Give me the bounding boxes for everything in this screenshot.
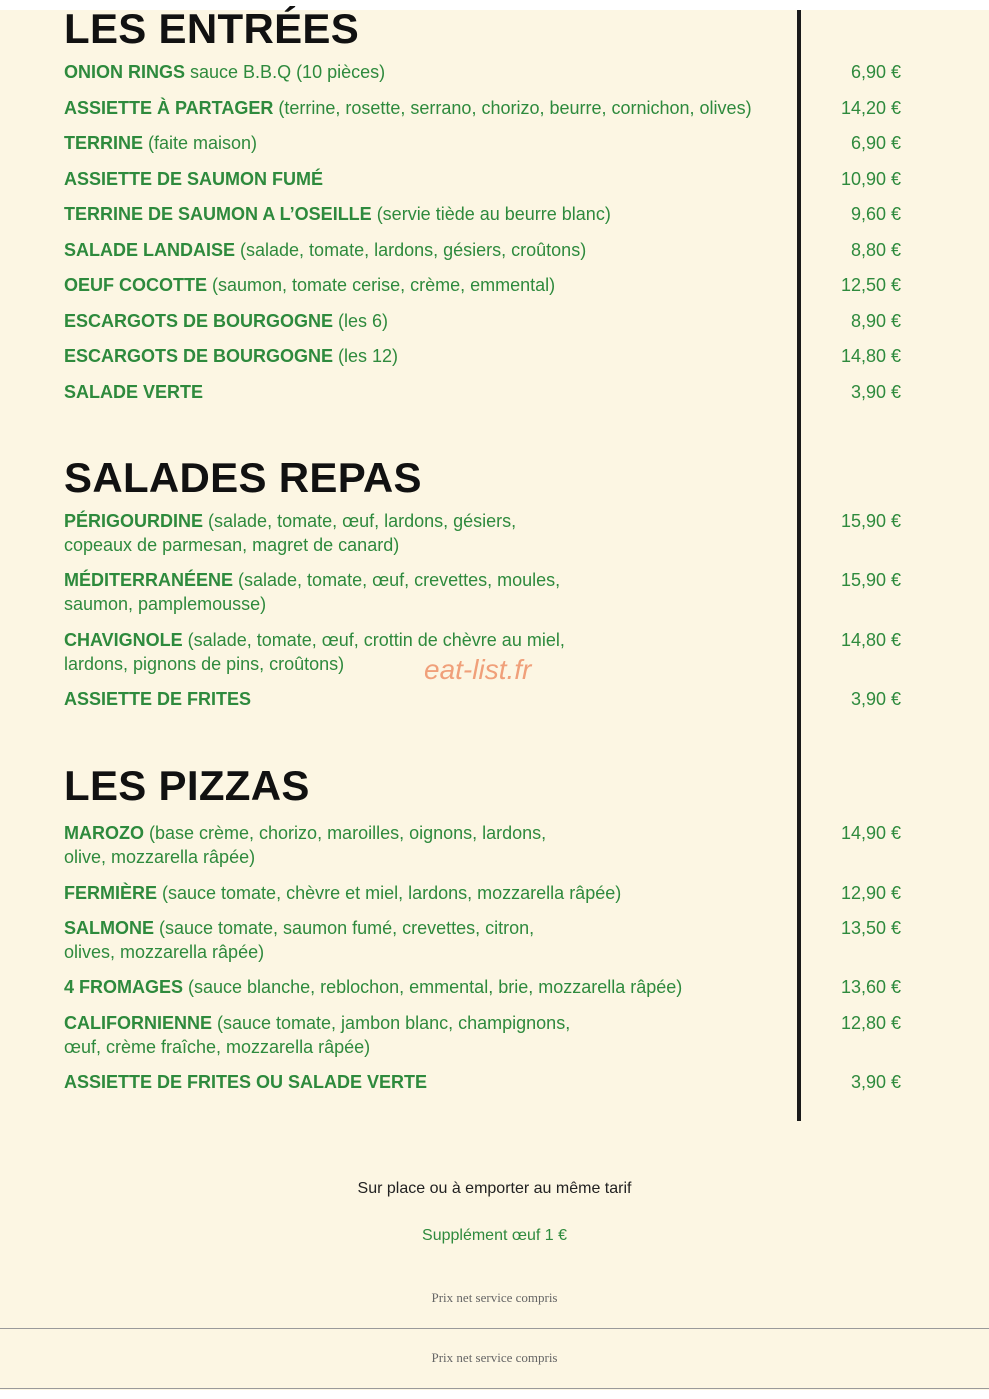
item-price: 8,80 € (850, 240, 901, 260)
menu-item (64, 96, 804, 120)
item-price: 6,90 € (850, 62, 901, 82)
item-name: ASSIETTE DE SAUMON FUMÉ (64, 169, 324, 189)
menu-page (0, 5, 989, 1390)
item-desc: (salade, tomate, œuf, crevettes, moules, (233, 570, 561, 590)
menu-item (64, 60, 804, 84)
item-desc: (servie tiède au beurre blanc) (371, 204, 611, 224)
menu-item (64, 687, 804, 711)
item-price: 12,50 € (840, 275, 901, 295)
service-note-repeat: Prix net service compris (431, 1350, 558, 1365)
menu-item (64, 238, 804, 262)
menu-item (64, 167, 804, 191)
menu-item (64, 131, 804, 155)
item-desc: (salade, tomate, œuf, lardons, gésiers, (203, 511, 517, 531)
takeaway-note: Sur place ou à emporter au même tarif (357, 1180, 632, 1197)
item-name: TERRINE DE SAUMON A L’OSEILLE (64, 204, 372, 224)
item-name: SALADE VERTE (64, 382, 204, 402)
menu-item (64, 309, 804, 333)
item-name: ESCARGOTS DE BOURGOGNE (64, 311, 334, 331)
item-price: 3,90 € (850, 1072, 901, 1092)
item-desc: (saumon, tomate cerise, crème, emmental) (207, 275, 556, 295)
item-name: MAROZO (64, 823, 144, 843)
item-price: 12,90 € (840, 883, 901, 903)
item-desc: (sauce tomate, saumon fumé, crevettes, citron, (154, 918, 535, 938)
item-name: PÉRIGOURDINE (64, 511, 204, 531)
item-price: 13,60 € (840, 977, 901, 997)
item-desc: (terrine, rosette, serrano, chorizo, beurre, cornichon, olives) (273, 98, 752, 118)
item-price: 15,90 € (840, 570, 901, 590)
menu-item (64, 273, 804, 297)
item-desc: sauce B.B.Q (10 pièces) (185, 62, 386, 82)
menu-item (64, 202, 804, 226)
item-price: 12,80 € (840, 1013, 901, 1033)
item-name: FERMIÈRE (64, 883, 158, 903)
item-name: OEUF COCOTTE (64, 275, 207, 295)
item-desc-line2: saumon, pamplemousse) (64, 594, 267, 614)
menu-item (64, 344, 804, 368)
menu-item (64, 509, 804, 557)
item-desc: (sauce tomate, jambon blanc, champignons, (212, 1013, 571, 1033)
menu-item (64, 1070, 804, 1094)
section-title-entrees: LES ENTRÉES (64, 5, 360, 52)
section-title-salades: SALADES REPAS (64, 454, 422, 501)
item-desc: (salade, tomate, œuf, crottin de chèvre au miel, (182, 630, 565, 650)
menu-item (64, 568, 804, 616)
item-price: 14,80 € (840, 630, 901, 650)
item-desc: (base crème, chorizo, maroilles, oignons, lardons, (144, 823, 547, 843)
item-price: 13,50 € (840, 918, 901, 938)
item-price: 3,90 € (850, 382, 901, 402)
item-desc: (les 12) (333, 346, 399, 366)
item-price: 3,90 € (850, 689, 901, 709)
item-name: ASSIETTE DE FRITES OU SALADE VERTE (64, 1072, 428, 1092)
item-price: 9,60 € (850, 204, 901, 224)
item-desc: (sauce blanche, reblochon, emmental, brie, mozzarella râpée) (183, 977, 683, 997)
item-price: 14,20 € (840, 98, 901, 118)
item-name: CHAVIGNOLE (64, 630, 183, 650)
item-desc-line2: œuf, crème fraîche, mozzarella râpée) (64, 1037, 371, 1057)
item-price: 14,90 € (840, 823, 901, 843)
item-price: 6,90 € (850, 133, 901, 153)
item-desc: (faite maison) (143, 133, 258, 153)
menu-item (64, 916, 804, 964)
item-name: CALIFORNIENNE (64, 1013, 212, 1033)
item-desc-line2: olives, mozzarella râpée) (64, 942, 265, 962)
item-name: ONION RINGS (64, 62, 186, 82)
item-price: 15,90 € (840, 511, 901, 531)
item-price: 8,90 € (850, 311, 901, 331)
item-desc: (les 6) (333, 311, 389, 331)
menu-item (64, 975, 804, 999)
item-desc: (salade, tomate, lardons, gésiers, croûtons) (235, 240, 587, 260)
bottom-divider (0, 1388, 989, 1389)
horizontal-divider (0, 1328, 989, 1329)
item-price: 10,90 € (840, 169, 901, 189)
menu-item (64, 1011, 804, 1059)
item-desc-line2: olive, mozzarella râpée) (64, 847, 256, 867)
menu-item (64, 380, 804, 404)
item-name: SALMONE (64, 918, 154, 938)
item-desc-line2: lardons, pignons de pins, croûtons) (64, 654, 345, 674)
item-name: ASSIETTE À PARTAGER (64, 98, 274, 118)
section-title-pizzas: LES PIZZAS (64, 762, 310, 809)
item-desc-line2: copeaux de parmesan, magret de canard) (64, 535, 400, 555)
supplement-note: Supplément œuf 1 € (422, 1227, 567, 1244)
item-name: SALADE LANDAISE (64, 240, 236, 260)
item-name: 4 FROMAGES (64, 977, 184, 997)
item-name: MÉDITERRANÉENE (64, 570, 234, 590)
service-note: Prix net service compris (431, 1290, 558, 1305)
item-name: ESCARGOTS DE BOURGOGNE (64, 346, 334, 366)
item-price: 14,80 € (840, 346, 901, 366)
item-desc: (sauce tomate, chèvre et miel, lardons, mozzarella râpée) (157, 883, 622, 903)
menu-item (64, 881, 804, 905)
menu-item (64, 821, 804, 869)
item-name: TERRINE (64, 133, 144, 153)
item-name: ASSIETTE DE FRITES (64, 689, 252, 709)
watermark: eat-list.fr (424, 654, 532, 685)
